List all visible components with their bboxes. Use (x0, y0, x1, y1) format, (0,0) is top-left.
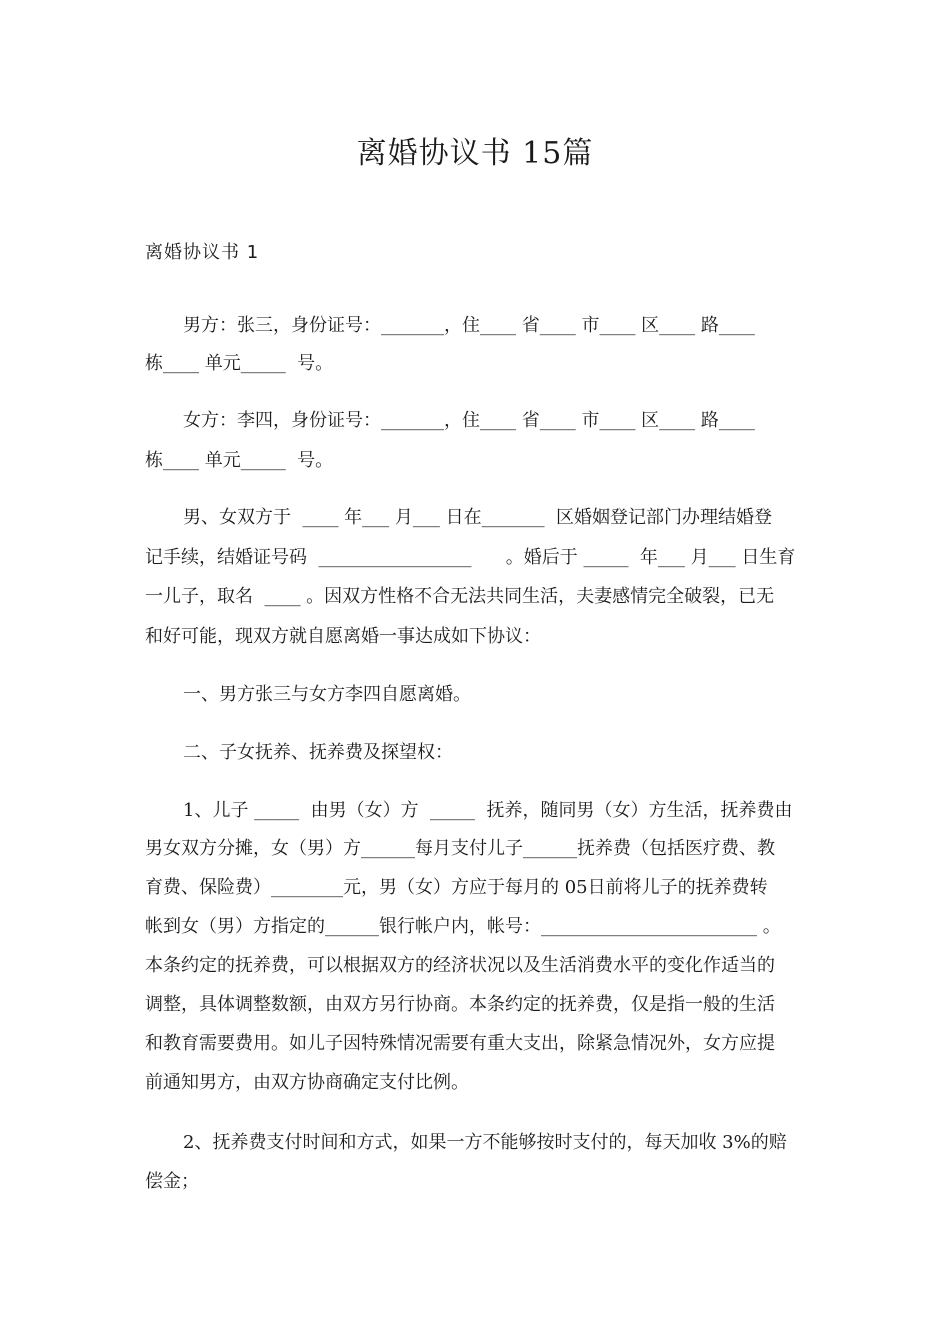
text-line: 男、女双方于 ____ 年___ 月___ 日在_______ 区婚姻登记部门办理结婚登 (183, 507, 773, 528)
text-line: 和教育需要费用。如儿子因特殊情况需要有重大支出，除紧急情况外，女方应提 (145, 1033, 775, 1054)
text-line: 栋____ 单元_____ 号。 (145, 450, 334, 471)
text-line: 男女双方分摊，女（男）方______每月支付儿子______抚养费（包括医疗费、教 (145, 838, 775, 859)
text-line: 2、抚养费支付时间和方式，如果一方不能够按时支付的，每天加收 3%的赔 (183, 1132, 787, 1153)
section-heading: 离婚协议书 1 (145, 242, 260, 263)
text-line: 男方：张三，身份证号：_______，住____ 省____ 市____ 区____ 路____ (183, 315, 755, 336)
text-line: 本条约定的抚养费，可以根据双方的经济状况以及生活消费水平的变化作适当的 (145, 955, 775, 976)
text-line: 一、男方张三与女方李四自愿离婚。 (183, 684, 471, 705)
text-line: 偿金； (145, 1171, 199, 1192)
text-line: 一儿子，取名 ____ 。因双方性格不合无法共同生活，夫妻感情完全破裂，已无 (145, 586, 775, 607)
text-line: 前通知男方，由双方协商确定支付比例。 (145, 1072, 469, 1093)
text-line: 记手续，结婚证号码 _________________ 。婚后于 _____ 年___ 月___ 日生育 (145, 547, 796, 568)
text-line: 1、儿子 _____ 由男（女）方 _____ 抚养，随同男（女）方生活，抚养费由 (183, 800, 793, 821)
document-title: 离婚协议书 15篇 (356, 136, 594, 171)
text-line: 调整，具体调整数额，由双方另行协商。本条约定的抚养费，仅是指一般的生活 (145, 994, 775, 1015)
text-line: 育费、保险费）________元，男（女）方应于每月的 05日前将儿子的抚养费转 (145, 877, 768, 898)
text-line: 栋____ 单元_____ 号。 (145, 353, 334, 374)
text-line: 二、子女抚养、抚养费及探望权： (183, 742, 453, 763)
text-line: 和好可能，现双方就自愿离婚一事达成如下协议： (145, 626, 541, 647)
text-line: 女方：李四，身份证号：_______，住____ 省____ 市____ 区____ 路____ (183, 410, 755, 431)
text-line: 帐到女（男）方指定的______银行帐户内，帐号：________________________ 。 (145, 916, 781, 937)
